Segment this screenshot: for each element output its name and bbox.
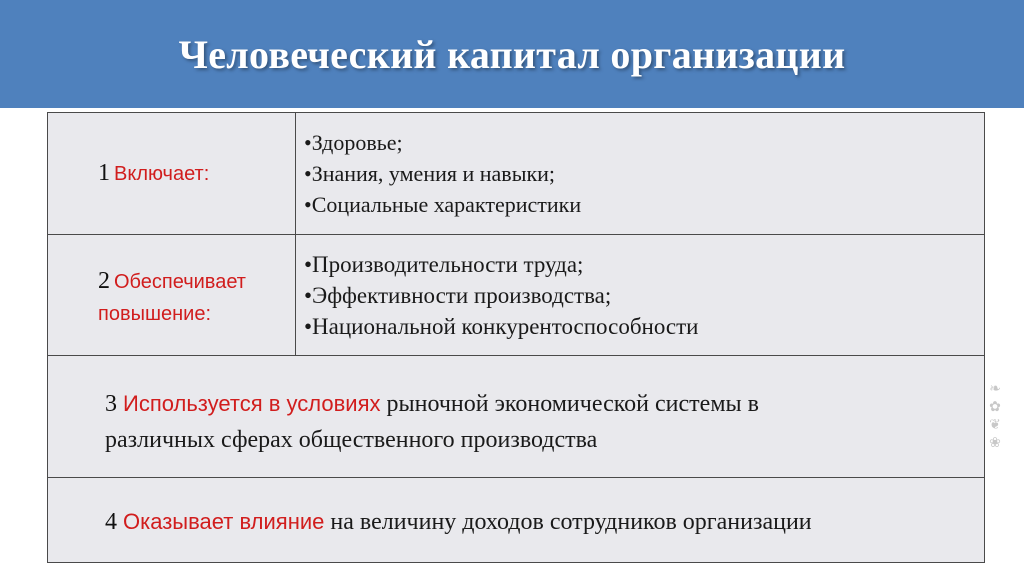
table-row xyxy=(48,356,984,478)
row-number: 1 xyxy=(98,160,110,186)
list-item: •Эффективности производства; xyxy=(304,282,612,308)
row-items-cell xyxy=(296,113,984,234)
table-row xyxy=(48,113,984,235)
row-items-cell xyxy=(296,235,984,355)
decorative-leaf-icon: ❧ ✿ ❦ ❀ xyxy=(989,381,1001,451)
row-highlight: Используется в условиях xyxy=(123,390,381,416)
row-text-line2: различных сферах общественного производства xyxy=(105,426,598,453)
row-full-cell xyxy=(48,478,984,562)
slide-title: Человеческий капитал организации xyxy=(178,31,846,77)
row-label: Включает: xyxy=(114,163,210,185)
table-row xyxy=(48,235,984,356)
row-text: рыночной экономической системы в xyxy=(380,390,759,417)
row-full-cell xyxy=(48,356,984,477)
row-label-line1: Обеспечивает xyxy=(114,270,246,293)
row-number: 4 xyxy=(105,509,117,535)
row-highlight: Оказывает влияние xyxy=(123,509,325,534)
list-item: •Здоровье; xyxy=(304,130,403,155)
row-label-cell xyxy=(48,235,296,355)
table-row xyxy=(48,478,984,562)
list-item: •Национальной конкурентоспособности xyxy=(304,313,699,339)
content-table xyxy=(47,112,985,563)
list-item: •Социальные характеристики xyxy=(304,192,582,217)
row-label-line2: повышение: xyxy=(98,302,212,325)
row-number: 3 xyxy=(105,390,117,417)
row-text: на величину доходов сотрудников организации xyxy=(324,509,812,535)
row-label-cell xyxy=(48,113,296,234)
list-item: •Производительности труда; xyxy=(304,251,584,277)
title-bar xyxy=(0,0,1024,108)
row-number: 2 xyxy=(98,267,110,294)
list-item: •Знания, умения и навыки; xyxy=(304,161,556,186)
